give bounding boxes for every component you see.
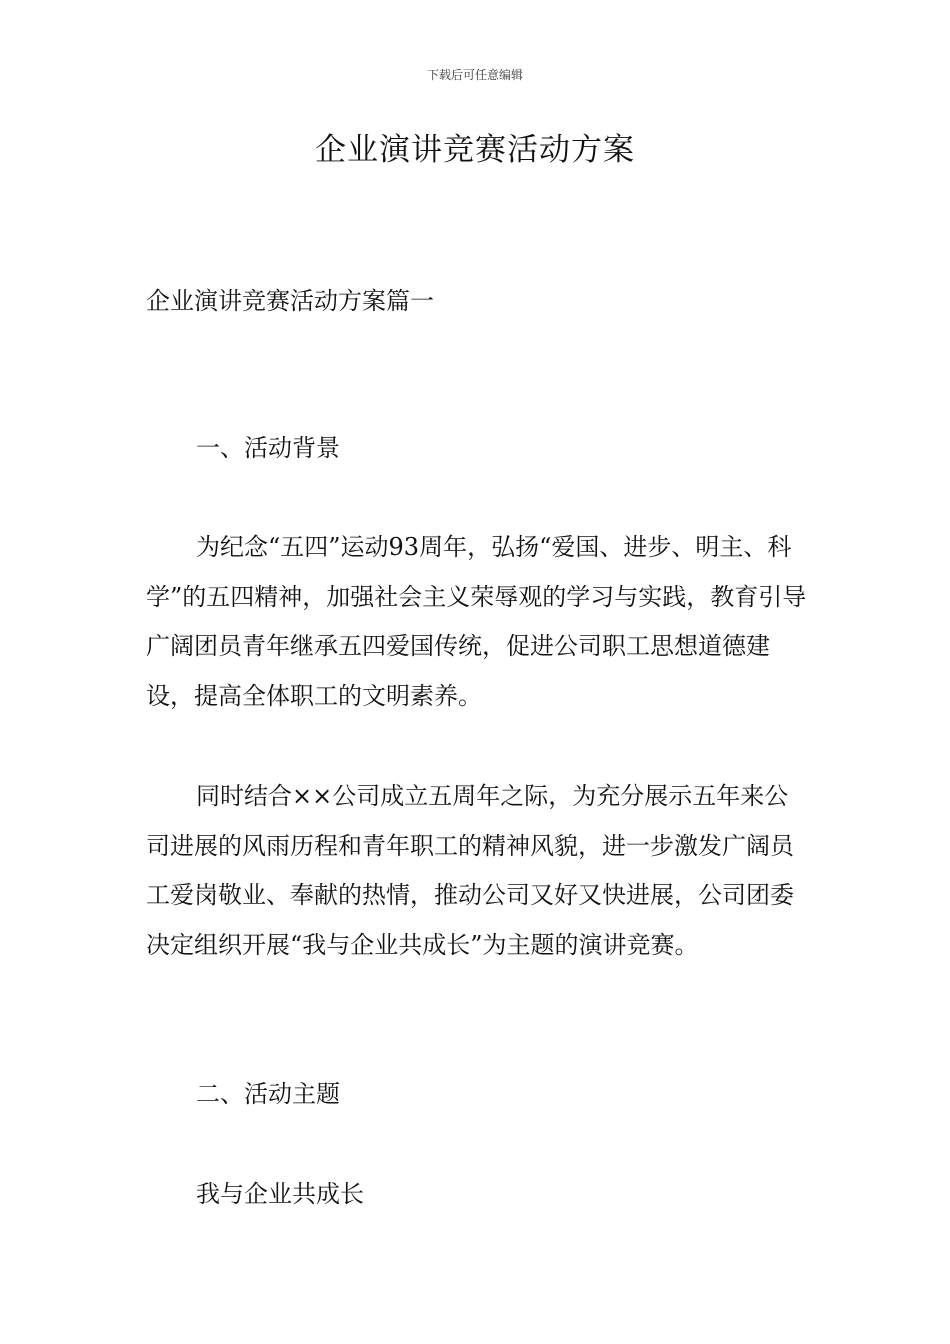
background-paragraph-2: 同时结合××公司成立五周年之际，为充分展示五年来公司进展的风雨历程和青年职工的精神风貌，进一步激发广阔员工爱岗敬业、奉献的热情，推动公司又好又快进展，公司团委决定组织开展“我与企业共成长”为主题的演讲竞赛。: [146, 782, 794, 959]
document-title: 企业演讲竞赛活动方案: [315, 132, 635, 168]
theme-paragraph: 我与企业共成长: [196, 1180, 364, 1208]
section-heading-theme: 二、活动主题: [196, 1080, 340, 1108]
background-paragraph-1: 为纪念“五四”运动93周年，弘扬“爱国、进步、明主、科学”的五四精神，加强社会主义荣辱观的学习与实践，教育引导广阔团员青年继承五四爱国传统，促进公司职工思想道德建设，提高全体职工的文明素养。: [146, 533, 807, 710]
section-heading-background: 一、活动背景: [196, 434, 340, 462]
page-header-note: 下载后可任意编辑: [426, 68, 523, 82]
document-subtitle: 企业演讲竞赛活动方案篇一: [146, 287, 434, 315]
